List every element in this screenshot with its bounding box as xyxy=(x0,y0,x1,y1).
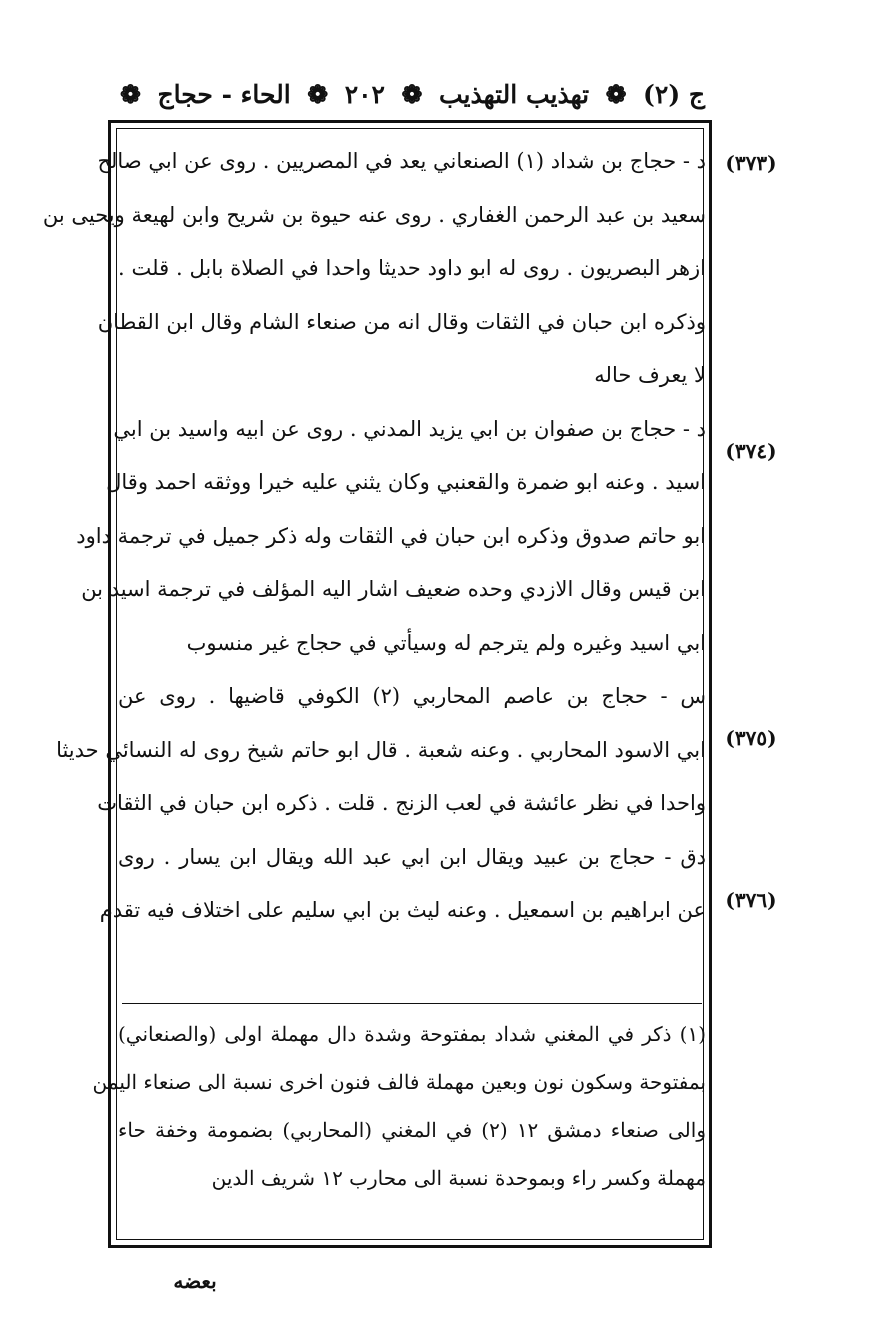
text-line: ابي الاسود المحاربي . وعنه شعبة . قال ابو حاتم شيخ روى له النسائي حديثا xyxy=(56,737,706,762)
text-line: وذكره ابن حبان في الثقات وقال انه من صنعاء الشام وقال ابن القطان xyxy=(97,309,706,334)
flower-ornament-icon: ❁ xyxy=(401,79,423,109)
header-volume: ج (٢) xyxy=(643,79,705,109)
text-line: س - حجاج بن عاصم المحاربي (٢) الكوفي قاضيها . روى عن xyxy=(118,684,706,708)
footnote-line: بمفتوحة وسكون نون وبعين مهملة فالف فنون اخرى نسبة الى صنعاء اليمن xyxy=(92,1070,706,1094)
text-line: دق - حجاج بن عبيد ويقال ابن ابي عبد الله ويقال ابن يسار . روى xyxy=(118,844,706,869)
entry-number: (٣٧٣) xyxy=(725,151,777,175)
footnote-separator xyxy=(122,1003,702,1004)
entry-374 xyxy=(76,403,706,671)
header-section: الحاء - حجاج xyxy=(157,79,291,109)
main-text xyxy=(42,135,706,938)
header-page-number: ٢٠٢ xyxy=(344,79,385,109)
entry-373 xyxy=(42,135,706,403)
text-line: ابن قيس وقال الازدي وحده ضعيف اشار اليه المؤلف في ترجمة اسيد بن xyxy=(81,577,706,601)
flower-ornament-icon: ❁ xyxy=(120,79,141,109)
text-line: اسيد . وعنه ابو ضمرة والقعنبي وكان يثني عليه خيرا ووثقه احمد وقال xyxy=(106,470,706,494)
text-line: د - حجاج بن صفوان بن ابي يزيد المدني . روى عن ابيه واسيد بن ابي xyxy=(113,416,706,441)
entry-376 xyxy=(99,831,706,938)
text-line: ازهر البصريون . روى له ابو داود حديثا واحدا في الصلاة بابل . قلت . xyxy=(118,256,706,280)
text-line: د - حجاج بن شداد (١) الصنعاني يعد في المصريين . روى عن ابي صالح xyxy=(97,149,706,173)
text-line: سعيد بن عبد الرحمن الغفاري . روى عنه حيوة بن شريح وابن لهيعة ويحيى بن xyxy=(42,202,706,227)
footnote-line: والى صنعاء دمشق ١٢ (٢) في المغني (المحاربي) بضمومة وخفة حاء xyxy=(118,1118,706,1142)
footnote-line: (١) ذكر في المغني شداد بمفتوحة وشدة دال مهملة اولى (والصنعاني) xyxy=(118,1022,706,1046)
catchword: بعضه xyxy=(173,1269,217,1293)
text-line: ابي اسيد وغيره ولم يترجم له وسيأتي في حجاج غير منسوب xyxy=(186,630,706,655)
running-header xyxy=(120,72,705,116)
text-line: لا يعرف حاله xyxy=(594,363,706,387)
entry-375 xyxy=(56,670,706,831)
header-book-title: تهذيب التهذيب xyxy=(438,79,590,109)
footnotes xyxy=(92,1010,706,1202)
text-line: عن ابراهيم بن اسمعيل . وعنه ليث بن ابي سليم على اختلاف فيه تقدم xyxy=(99,898,706,922)
text-line: واحدا في نظر عائشة في لعب الزنج . قلت . ذكره ابن حبان في الثقات xyxy=(97,791,706,815)
entry-number: (٣٧٦) xyxy=(725,888,777,912)
flower-ornament-icon: ❁ xyxy=(307,79,329,109)
text-line: ابو حاتم صدوق وذكره ابن حبان في الثقات وله ذكر جميل في ترجمة داود xyxy=(76,523,706,548)
entry-number: (٣٧٤) xyxy=(725,439,777,463)
entry-number: (٣٧٥) xyxy=(725,726,777,750)
footnote-line: مهملة وكسر راء وبموحدة نسبة الى محارب ١٢ شريف الدين xyxy=(211,1166,706,1190)
flower-ornament-icon: ❁ xyxy=(605,79,627,109)
